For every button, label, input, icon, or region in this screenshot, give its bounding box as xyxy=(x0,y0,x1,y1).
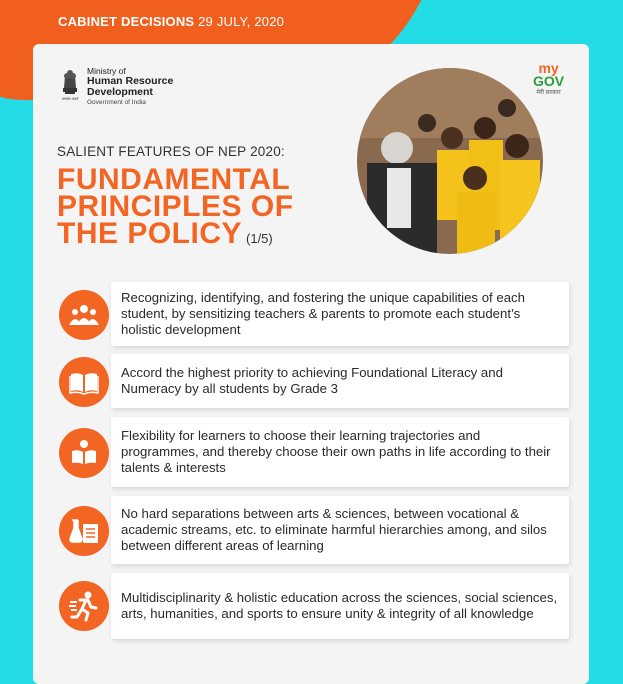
subtitle: SALIENT FEATURES OF NEP 2020: xyxy=(57,144,285,159)
feature-text-3: Flexibility for learners to choose their learning trajectories and programmes, and thereby choose their own paths in life according to their talents & interests xyxy=(121,428,551,475)
feature-text-2: Accord the highest priority to achieving Foundational Literacy and Numeracy by all students by Grade 3 xyxy=(121,365,503,396)
ministry-logo xyxy=(59,66,173,108)
people-group-icon xyxy=(59,290,109,340)
feature-card-1 xyxy=(111,282,569,346)
ministry-line3: Development xyxy=(87,86,153,98)
national-emblem-icon xyxy=(59,66,81,102)
feature-card-5 xyxy=(111,573,569,639)
ministry-line2: Human Resource xyxy=(87,75,174,87)
mygov-my: my xyxy=(538,60,559,76)
page-title xyxy=(57,163,357,252)
feature-text-4: No hard separations between arts & sciences, between vocational & academic streams, etc. to eliminate harmful hierarchies among, and silos between different areas of learning xyxy=(121,506,547,553)
mygov-gov: GOV xyxy=(533,73,565,89)
feature-text-1: Recognizing, identifying, and fostering the unique capabilities of each student, by sensitizing teachers & parents to promote each student’s holistic development xyxy=(121,290,525,337)
feature-text-5: Multidisciplinarity & holistic education across the sciences, social sciences, arts, humanities, and sports to ensure unity & integrity of all knowledge xyxy=(121,590,558,621)
header-date: 29 JULY, 2020 xyxy=(198,14,285,29)
students-photo xyxy=(357,68,543,254)
title-line3: THE POLICY xyxy=(57,217,243,250)
title-line1: FUNDAMENTAL xyxy=(57,163,291,196)
page-indicator: (1/5) xyxy=(246,231,273,246)
feature-card-3 xyxy=(111,417,569,487)
mygov-hindi: मेरी सरकार xyxy=(536,90,561,96)
runner-icon xyxy=(59,581,109,631)
open-book-icon xyxy=(59,357,109,407)
title-line2: PRINCIPLES OF xyxy=(57,190,294,223)
ministry-line4: Government of India xyxy=(87,99,146,106)
header-label: CABINET DECISIONS xyxy=(58,14,195,29)
infographic-card xyxy=(33,44,589,684)
photo-illustration xyxy=(357,68,543,254)
reader-icon xyxy=(59,428,109,478)
feature-card-2 xyxy=(111,354,569,408)
feature-card-4 xyxy=(111,496,569,564)
emblem-motto: सत्यमेव जयते xyxy=(61,97,79,101)
header-strip xyxy=(58,14,284,29)
flask-book-icon xyxy=(59,506,109,556)
ministry-line1: Ministry of xyxy=(87,66,126,76)
mygov-logo xyxy=(533,62,564,96)
